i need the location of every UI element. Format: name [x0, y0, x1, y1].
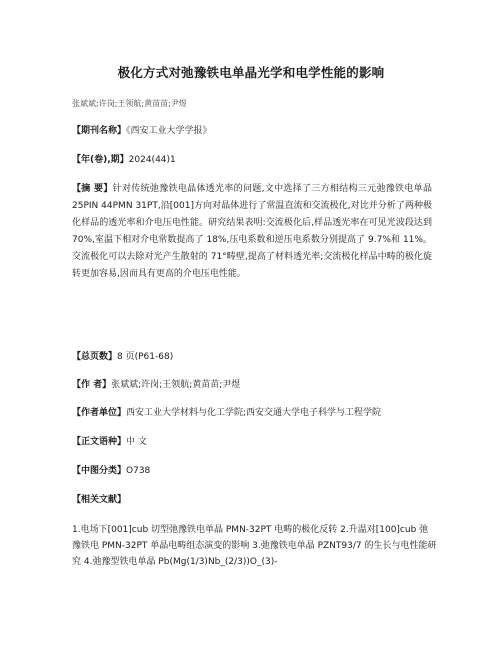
affiliation-label: 【作者单位】: [72, 408, 127, 418]
journal-field: [72, 123, 432, 140]
classification-field: [72, 463, 432, 480]
author-label: 【作 者】: [72, 380, 112, 390]
author-line: 张斌斌;许岗;王领航;黄苗苗;尹煜: [72, 99, 187, 108]
year-label: 【年(卷),期】: [72, 155, 129, 165]
affiliation-field: [72, 405, 432, 422]
abstract-value: 针对传统弛豫铁电晶体透光率的问题,文中选择了三方相结构三元弛豫铁电单晶 25PIN 44PMN 31PT,沿[001]方向对晶体进行了常温直流和交流极化,对比并分析了两种极化样品的透光率和介电压电性能。研究结果表明:交流极化后,样品透光率在可见光波段达到 70%,室温下相对介电常数提高了 18%,压电系数和逆压电系数分别提高了 9.7%和 11%。交流极化可以去除对光产生散射的 71°畴壁,提高了材料透光率;交流极化样品中畴的极化旋转更加容易,因而具有更高的介电压电性能。: [72, 184, 432, 279]
pages-field: [72, 349, 432, 366]
article-title: 极化方式对弛豫铁电单晶光学和电学性能的影响: [117, 65, 385, 80]
related-label: 【相关文献】: [72, 495, 127, 505]
language-value: 中 文: [126, 437, 147, 447]
author-value: 张斌斌;许岗;王领航;黄苗苗;尹煜: [111, 380, 241, 390]
language-label: 【正文语种】: [72, 437, 127, 447]
related-references: 1.电场下[001]cub 切型弛豫铁电单晶 PMN-32PT 电畴的极化反转 2.升温对[100]cub 弛豫铁电 PMN-32PT 单晶电畴组态演变的影响 3.弛豫铁电单晶 PZNT93/7 的生长与电性能研究 4.弛豫型铁电单晶 Pb(Mg(1/3)Nb_(2/3))O_(3)-: [72, 525, 437, 567]
language-field: [72, 434, 432, 451]
classification-value: O738: [126, 466, 151, 476]
abstract-label: 【摘 要】: [72, 184, 113, 194]
related-field: [72, 492, 432, 509]
abstract-field: [72, 181, 432, 283]
journal-label: 【期刊名称】: [72, 126, 127, 136]
pages-value: 8 页(P61-68): [117, 352, 174, 362]
pages-label: 【总页数】: [72, 352, 118, 362]
affiliation-value: 西安工业大学材料与化工学院;西安交通大学电子科学与工程学院: [126, 408, 382, 418]
classification-label: 【中图分类】: [72, 466, 127, 476]
year-field: [72, 152, 432, 169]
author-field: [72, 377, 432, 394]
journal-value: 《西安工业大学学报》: [126, 126, 212, 136]
year-value: 2024(44)1: [128, 155, 176, 165]
